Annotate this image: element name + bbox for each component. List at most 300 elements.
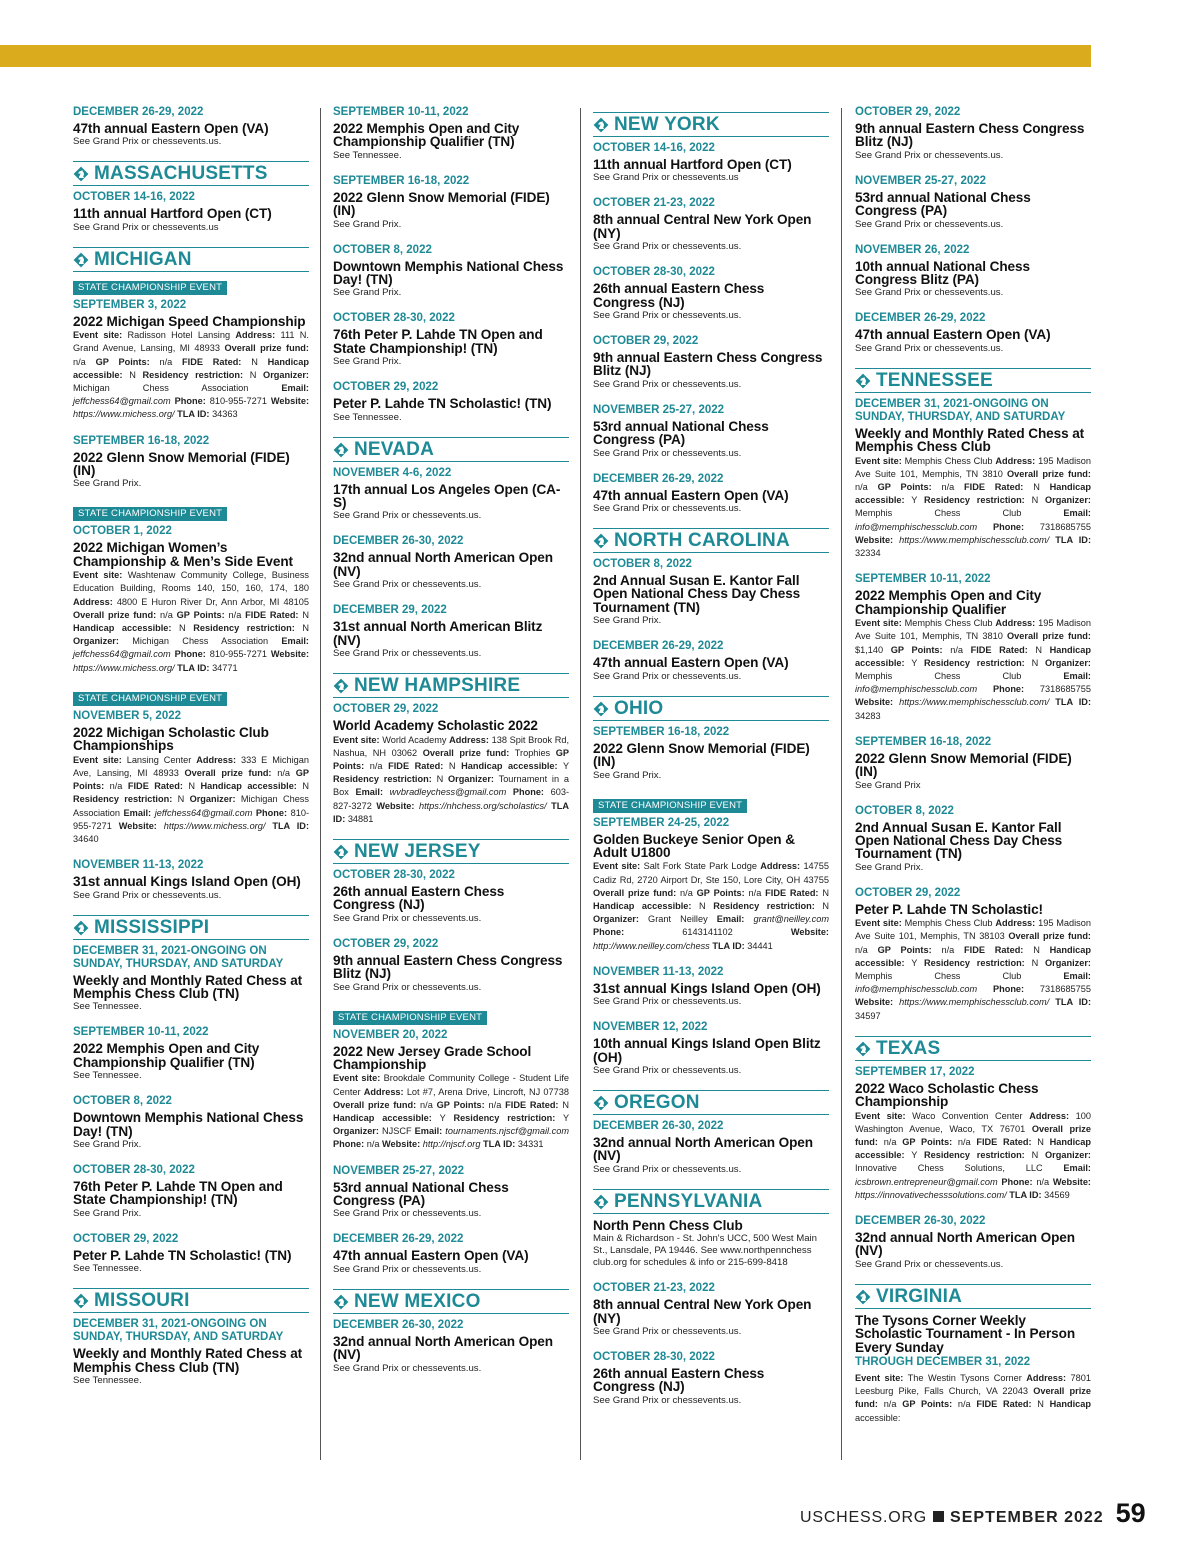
detail-value: Memphis Chess Club [855,670,1022,681]
event-listing [73,945,309,1014]
chess-knight-icon [333,678,349,694]
detail-value: n/a [957,1137,971,1147]
event-date: OCTOBER 8, 2022 [333,243,432,256]
detail-value: Trophies [514,747,551,758]
event-title: Downtown Memphis National Chess Day! (TN) [73,1110,304,1139]
detail-label: FIDE Rated: [127,781,183,792]
event-listing [855,244,1091,300]
event-listing [855,736,1091,792]
event-title: 2022 Michigan Women’s Championship & Men’s Side Event [73,540,293,569]
detail-value: Radisson Hotel Lansing [127,330,231,341]
detail-value: https://www.memphischessclub.com/ [899,997,1050,1008]
event-note: See Grand Prix or chessevents.us. [855,149,1004,161]
detail-label: GP Points: [877,482,932,493]
chess-knight-icon [855,1041,871,1057]
detail-label: Residency restriction: [193,623,295,634]
event-listing [593,142,829,184]
detail-label: Handicap accessible: [73,356,309,380]
event-title: World Academy Scholastic 2022 [333,718,538,734]
event-title: 2022 Glenn Snow Memorial (FIDE) (IN) [593,740,810,770]
state-name: MISSISSIPPI [94,916,210,938]
event-note: See Grand Prix or chessevents.us. [593,996,742,1008]
state-name: NEVADA [354,438,435,460]
detail-label: Address: [235,330,276,341]
detail-label: Handicap accessible: [855,482,1091,506]
event-title: 2022 Glenn Snow Memorial (FIDE) (IN) [333,189,550,219]
event-title: North Penn Chess Club [593,1217,743,1233]
detail-value: 7318685755 [1039,521,1091,532]
detail-value: 195 Madison Ave Suite 101, Memphis, TN 3810 [855,455,1091,479]
detail-value: Tournament in a Box [333,774,569,798]
chess-knight-icon [593,701,609,717]
event-title: Peter P. Lahde TN Scholastic! [855,901,1043,917]
listing-column-4 [855,106,1091,1438]
state-name: MISSOURI [94,1290,190,1312]
event-note: See Tennessee. [73,1001,142,1013]
event-title: 32nd annual North American Open (NV) [855,1230,1075,1259]
detail-label: Phone: [174,649,206,660]
detail-label: Email: [414,1126,443,1137]
event-title: Weekly and Monthly Rated Chess at Memphis Chess Club [855,425,1085,455]
detail-label: TLA ID: [483,1139,516,1150]
event-date: OCTOBER 1, 2022 [73,525,172,538]
detail-value: N [129,369,136,380]
detail-value: n/a [159,356,173,367]
detail-label: TLA ID: [333,800,569,824]
event-date: SEPTEMBER 10-11, 2022 [333,106,469,118]
detail-value: n/a [277,767,290,778]
detail-value: 111 N. Grand Avenue, Lansing, MI 48933 [73,330,309,354]
detail-value: Lansing Center [126,754,192,765]
event-note: See Grand Prix. [333,218,402,230]
state-name: NEW MEXICO [354,1290,481,1312]
detail-value: Lot #7, Arena Drive, Lincroft, NJ 07738 [406,1086,569,1097]
detail-label: Handicap accessible: [200,781,297,792]
detail-value: Memphis Chess Club [855,970,1022,981]
event-listing [593,640,829,682]
detail-label: Organizer: [1045,957,1091,968]
detail-label: GP Points: [95,356,150,367]
event-date: NOVEMBER 4-6, 2022 [333,466,452,479]
event-title: 47th annual Eastern Open (VA) [855,327,1051,343]
event-listing [855,573,1091,722]
detail-value: 195 Madison Ave Suite 101, Memphis, TN 3810 [855,618,1091,642]
detail-value: 34597 [855,1010,881,1021]
detail-label: Residency restriction: [713,900,815,911]
footer-site: USCHESS.ORG [800,1509,928,1526]
event-listing [333,604,569,660]
event-date: SEPTEMBER 17, 2022 [855,1065,975,1078]
state-name: VIRGINIA [876,1285,963,1307]
detail-label: Handicap accessible: [593,900,692,911]
event-date: NOVEMBER 11-13, 2022 [73,859,204,872]
event-date: DECEMBER 31, 2021-ONGOING ON SUNDAY, THURSDAY, AND SATURDAY [73,944,284,970]
detail-label: Overall prize fund: [1008,931,1091,942]
detail-value: 603-827-3272 [333,787,570,811]
detail-label: Residency restriction: [453,1112,556,1123]
chess-knight-icon [73,1293,89,1309]
event-date: OCTOBER 8, 2022 [593,558,692,571]
detail-value: n/a [488,1099,502,1110]
event-note: See Grand Prix. [333,287,402,299]
detail-value: icsbrown.entrepreneur@gmail.com [855,1176,998,1187]
event-note: See Grand Prix or chessevents.us. [855,1258,1004,1270]
detail-label: Residency restriction: [923,957,1025,968]
event-listing [333,244,569,300]
event-details [855,917,1091,1023]
detail-label: Email: [1063,970,1091,981]
detail-label: Event site: [855,1373,904,1384]
event-note: See Grand Prix or chessevents.us. [593,503,742,515]
state-heading [333,673,569,698]
detail-label: TLA ID: [1055,534,1091,545]
detail-label: Address: [995,918,1036,929]
detail-value: n/a [748,887,762,898]
event-listing [73,859,309,901]
event-note: See Grand Prix or chessevents.us. [593,378,742,390]
detail-value: info@memphischessclub.com [855,684,978,695]
detail-value: Memphis Chess Club [855,508,1022,519]
detail-value: 34881 [347,813,374,824]
detail-label: Phone: [593,927,625,938]
event-title: 9th annual Eastern Chess Congress Blitz (NJ) [333,952,563,982]
detail-label: Website: [790,927,829,938]
event-title: 2022 Michigan Scholastic Club Championships [73,724,269,754]
detail-value: jeffchess64@gmail.com [73,396,171,407]
event-title: 2022 Memphis Open and City Championship Qualifier (TN) [333,121,520,150]
detail-label: Address: [449,734,489,745]
state-name: NEW YORK [614,114,720,135]
detail-value: jeffchess64@gmail.com [154,807,253,818]
event-title: 2022 Glenn Snow Memorial (FIDE) (IN) [73,449,290,479]
event-title: 47th annual Eastern Open (VA) [593,487,789,503]
listing-column-3 [593,106,829,1420]
detail-value: n/a [883,1137,897,1147]
detail-value: N [1031,1150,1039,1161]
event-date: SEPTEMBER 24-25, 2022 [593,816,730,829]
event-note: See Tennessee. [333,149,402,161]
state-heading [593,696,829,721]
event-title: 17th annual Los Angeles Open (CA-S) [333,481,561,511]
event-date: OCTOBER 29, 2022 [855,886,961,899]
event-title: 9th annual Eastern Chess Congress Blitz (NJ) [855,121,1085,150]
column-divider [320,108,321,1460]
detail-label: Event site: [855,455,902,466]
detail-value: N [822,887,829,898]
event-details [855,617,1091,723]
detail-label: Organizer: [263,369,309,380]
event-listing [333,467,569,523]
event-details [855,1110,1091,1202]
detail-value: 810-955-7271 [209,649,267,660]
detail-label: Website: [855,997,894,1008]
detail-label: Handicap [1049,1399,1092,1410]
event-title: 2022 Glenn Snow Memorial (FIDE) (IN) [855,750,1072,780]
detail-label: GP Points: [902,1399,953,1410]
event-listing [593,1120,829,1176]
detail-label: Handicap accessible: [855,944,1091,968]
event-date: OCTOBER 28-30, 2022 [73,1163,195,1176]
detail-value: Waco Convention Center [912,1110,1023,1121]
detail-value: Innovative Chess Solutions, LLC [855,1163,1043,1174]
event-date: DECEMBER 26-29, 2022 [333,1233,464,1246]
event-note: See Grand Prix or chessevents.us [593,172,739,184]
detail-value: jeffchess64@gmail.com [73,649,171,660]
event-note: See Grand Prix or chessevents.us. [333,1362,482,1374]
detail-label: TLA ID: [177,662,210,673]
event-listing [593,1021,829,1077]
event-note: See Grand Prix or chessevents.us. [593,1064,742,1076]
detail-value: 32334 [855,548,881,559]
detail-label: Organizer: [1045,1150,1091,1161]
event-title: 10th annual Kings Island Open Blitz (OH) [593,1036,821,1065]
event-date: DECEMBER 26-29, 2022 [855,312,986,325]
event-note: See Grand Prix. [855,861,924,873]
event-date: OCTOBER 28-30, 2022 [593,266,715,279]
state-heading [855,1036,1091,1061]
detail-value: n/a [160,609,173,620]
event-date: OCTOBER 29, 2022 [593,335,699,348]
event-date: OCTOBER 29, 2022 [333,937,439,950]
event-note: See Grand Prix or chessevents.us. [593,310,742,322]
event-title: 11th annual Hartford Open (CT) [73,206,272,222]
detail-value: 7318685755 [1039,684,1091,695]
detail-value: N [249,369,257,380]
detail-value: Y [563,760,570,771]
state-championship-badge: STATE CHAMPIONSHIP EVENT [73,507,227,521]
detail-value: N [1031,657,1039,668]
detail-label: Residency restriction: [333,774,432,785]
state-championship-badge: STATE CHAMPIONSHIP EVENT [73,692,227,706]
detail-label: GP Points: [902,1137,953,1147]
detail-value: n/a [957,1399,971,1410]
event-date: DECEMBER 26-29, 2022 [73,106,204,118]
state-heading [333,1289,569,1314]
event-title: 2nd Annual Susan E. Kantor Fall Open National Chess Day Chess Tournament (TN) [855,819,1063,862]
detail-label: GP Points: [333,747,569,771]
event-date: OCTOBER 28-30, 2022 [333,868,455,881]
detail-value: N [302,623,309,634]
event-note: See Grand Prix or chessevents.us. [593,1163,742,1175]
event-date: DECEMBER 29, 2022 [333,604,447,617]
event-listing [855,1215,1091,1271]
detail-value: N [302,609,309,620]
state-name: TEXAS [876,1037,941,1059]
listing-column-1 [73,106,309,1400]
detail-label: Organizer: [448,774,494,785]
event-listing [855,106,1091,162]
detail-label: Website: [270,649,310,660]
event-note: See Grand Prix or chessevents.us. [593,447,742,459]
state-championship-badge: STATE CHAMPIONSHIP EVENT [73,281,227,295]
chess-knight-icon [593,117,609,133]
detail-label: Residency restriction: [923,495,1025,506]
event-date: DECEMBER 26-30, 2022 [333,1318,464,1331]
detail-label: TLA ID: [1009,1189,1042,1200]
detail-label: Handicap accessible: [461,760,558,771]
detail-label: Residency restriction: [142,369,244,380]
event-title: 10th annual National Chess Congress Blitz (PA) [855,258,1030,288]
detail-label: TLA ID: [1055,697,1091,708]
event-note: See Grand Prix. [593,769,662,781]
event-listing [593,795,829,953]
detail-value: Y [439,1112,446,1123]
detail-value: n/a [366,1139,380,1150]
event-title: 2022 Waco Scholastic Chess Championship [855,1080,1039,1110]
event-listing [855,1066,1091,1202]
detail-label: Overall prize fund: [593,887,677,898]
event-date: DECEMBER 26-30, 2022 [593,1119,724,1132]
detail-label: Phone: [255,807,288,818]
detail-label: Handicap accessible: [855,644,1092,668]
detail-value: 333 E Michigan Ave, Lansing, MI 48933 [73,754,309,778]
detail-value: Y [911,657,918,668]
event-note: See Tennessee. [73,1263,142,1275]
event-title: 32nd annual North American Open (NV) [333,550,553,579]
event-date: NOVEMBER 11-13, 2022 [593,965,724,978]
event-note: See Tennessee. [333,411,402,423]
chess-knight-icon [73,252,89,268]
event-details [855,455,1091,561]
detail-value: NJSCF [382,1126,412,1137]
detail-label: Event site: [333,734,380,745]
event-listing [593,726,829,782]
state-heading [73,247,309,272]
chess-knight-icon [333,442,349,458]
detail-label: Address: [1026,1373,1067,1384]
detail-value: N [302,781,309,792]
event-title: 2022 Michigan Speed Championship [73,313,306,329]
event-note: See Grand Prix. [73,1207,142,1219]
column-divider [841,108,842,1460]
top-gold-bar [0,45,1091,67]
event-listing [855,1314,1091,1425]
event-note: See Grand Prix or chessevents.us. [593,241,742,253]
detail-label: Overall prize fund: [1007,468,1091,479]
event-title: Peter P. Lahde TN Scholastic! (TN) [333,396,552,412]
state-heading [593,528,829,553]
detail-label: Email: [1063,670,1091,681]
detail-value: N [1033,482,1040,493]
detail-value: N [822,900,829,911]
detail-value: N [251,356,258,367]
detail-value: n/a [941,944,955,955]
event-date: THROUGH DECEMBER 31, 2022 [855,1356,1031,1369]
event-date: DECEMBER 31, 2021-ONGOING ON SUNDAY, THURSDAY, AND SATURDAY [73,1318,284,1344]
detail-value: n/a [1036,1176,1050,1187]
event-title: 53rd annual National Chess Congress (PA) [593,418,769,448]
detail-value: n/a [680,887,693,898]
event-note: See Grand Prix or chessevents.us. [855,287,1004,299]
detail-label: Email: [1063,508,1091,519]
detail-value: tournaments.njscf@gmail.com [445,1126,569,1137]
detail-value: Michigan Chess Association [73,794,309,818]
detail-value: n/a [941,482,955,493]
page-number: 59 [1115,1498,1146,1528]
detail-value: Y [911,1150,918,1161]
event-date: NOVEMBER 5, 2022 [73,709,182,722]
event-date: DECEMBER 26-29, 2022 [593,640,724,653]
event-listing [333,938,569,994]
event-listing [593,473,829,515]
event-note: See Grand Prix or chessevents.us [73,221,219,233]
detail-value: 14755 Cadiz Rd, 2720 Airport Dr, Ste 150, Lore City, OH 43755 [593,861,829,885]
event-date: SEPTEMBER 16-18, 2022 [73,434,210,447]
state-championship-badge: STATE CHAMPIONSHIP EVENT [333,1011,487,1025]
detail-label: Phone: [174,396,206,407]
state-name: TENNESSEE [876,369,993,391]
event-listing [333,1007,569,1152]
detail-label: FIDE Rated: [976,1137,1032,1147]
detail-label: FIDE Rated: [388,760,444,771]
event-note: See Grand Prix or chessevents.us. [333,579,482,591]
detail-label: Address: [995,455,1036,466]
event-listing [73,688,309,846]
event-note: See Grand Prix. [73,1138,142,1150]
event-title: Golden Buckeye Senior Open & Adult U1800 [593,831,795,860]
detail-value: 34441 [747,940,773,951]
event-title: 32nd annual North American Open (NV) [333,1333,553,1363]
event-listing [593,197,829,253]
detail-value: n/a [109,781,123,792]
detail-label: Organizer: [1045,495,1091,506]
footer-issue: SEPTEMBER 2022 [950,1509,1104,1526]
detail-label: FIDE Rated: [765,887,819,898]
event-listing [333,175,569,231]
event-title: 9th annual Eastern Chess Congress Blitz (NJ) [593,350,823,379]
event-listing [73,1095,309,1151]
event-date: OCTOBER 29, 2022 [333,381,439,394]
event-date: NOVEMBER 25-27, 2022 [855,174,987,187]
detail-label: Phone: [1001,1176,1033,1187]
detail-label: Email: [716,914,745,925]
event-listing [73,503,309,674]
detail-label: Address: [363,1086,404,1097]
event-details [593,860,829,952]
event-title: 53rd annual National Chess Congress (PA) [333,1179,509,1208]
detail-label: Overall prize fund: [855,1123,1091,1147]
detail-label: Email: [123,807,152,818]
event-listing [73,106,309,148]
event-details [73,329,309,421]
detail-label: Event site: [855,618,902,629]
event-date: SEPTEMBER 16-18, 2022 [855,735,992,748]
detail-value: 34283 [855,710,881,721]
event-title: 32nd annual North American Open (NV) [593,1134,813,1164]
chess-knight-icon [855,373,871,389]
event-date: NOVEMBER 12, 2022 [593,1021,708,1034]
detail-label: Website: [270,396,310,407]
detail-label: Organizer: [593,914,639,925]
state-championship-badge: STATE CHAMPIONSHIP EVENT [593,799,747,813]
state-name: MASSACHUSETTS [94,163,268,185]
detail-label: FIDE Rated: [182,356,242,367]
event-note: See Grand Prix. [333,356,402,368]
detail-label: FIDE Rated: [976,1399,1032,1410]
event-date: OCTOBER 8, 2022 [73,1095,172,1108]
state-heading [593,1189,829,1214]
detail-label: Residency restriction: [73,794,173,805]
detail-value: 34363 [212,409,238,420]
event-title: 26th annual Eastern Chess Congress (NJ) [593,1365,765,1395]
detail-value: n/a [420,1099,433,1110]
chess-knight-icon [333,1294,349,1310]
detail-label: GP Points: [436,1099,485,1110]
detail-value: http://njscf.org [422,1139,481,1150]
column-divider [580,108,581,1460]
detail-label: Organizer: [189,794,236,805]
event-title: 2022 Memphis Open and City Championship Qualifier [855,588,1042,617]
